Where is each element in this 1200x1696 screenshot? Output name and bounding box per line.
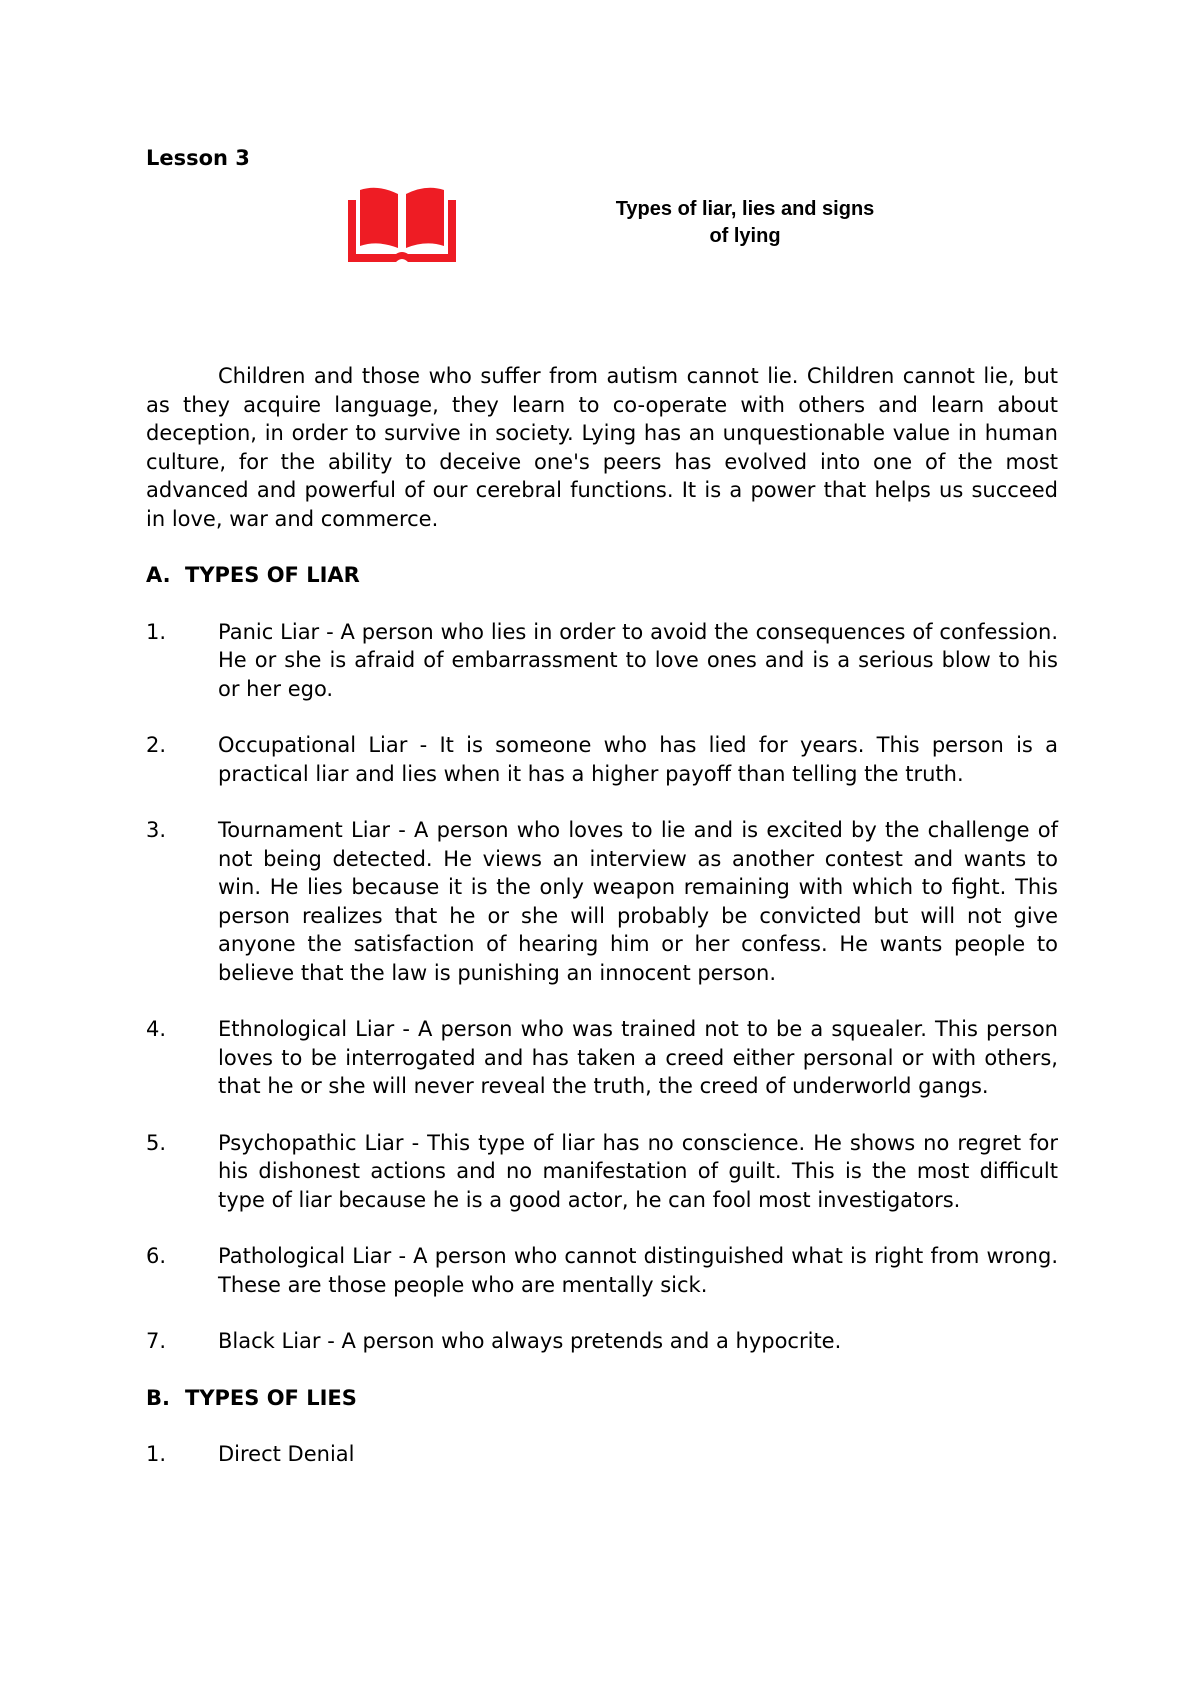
list-item [146,731,1058,788]
section-a-title: TYPES OF LIAR [185,563,360,587]
list-item-number: 7. [146,1329,167,1353]
section-b-letter: B. [146,1385,170,1410]
section-b-title: TYPES OF LIES [185,1385,357,1410]
list-item-text: Occupational Liar - It is someone who has lied for years. This person is a practical liar and lies when it has a higher payoff than telling the truth. [218,733,1058,786]
liar-types-list [146,618,1058,1356]
list-item [146,1327,1058,1356]
intro-paragraph: Children and those who suffer from autism cannot lie. Children cannot lie, but as they acquire language, they learn to co-operate with others and learn about deception, in order to survive in society. Lying has an unquestionable value in human culture, for the ability to deceive one's peers has evolved into one of the most advanced and powerful of our cerebral functions. It is a power that helps us succeed in love, war and commerce. [146,364,1058,531]
lesson-title-line-2: of lying [709,225,781,247]
list-item [146,816,1058,987]
list-item-text: Black Liar - A person who always pretends and a hypocrite. [218,1329,842,1353]
list-item [146,1129,1058,1215]
lesson-title-line-1: Types of liar, lies and signs [615,198,875,220]
list-item-number: 6. [146,1244,167,1268]
section-b-heading [146,1384,1058,1413]
section-a-letter: A. [146,563,171,587]
list-item-text: Ethnological Liar - A person who was trained not to be a squealer. This person loves to be interrogated and has taken a creed either personal or with others, that he or she will never reveal the truth, the creed of underworld gangs. [218,1017,1058,1098]
list-item [146,1015,1058,1101]
list-item [146,1242,1058,1299]
lie-types-list [146,1440,1058,1469]
list-item-text: Direct Denial [218,1442,355,1466]
list-item-number: 5. [146,1130,167,1155]
list-item-text: Psychopathic Liar - This type of liar has no conscience. He shows no regret for his dishonest actions and no manifestation of guilt. This is the most difficult type of liar because he is a good actor, he can fool most investigators. [218,1130,1058,1212]
list-item-number: 3. [146,818,167,842]
body-content [146,362,1058,1469]
list-item-number: 4. [146,1017,167,1041]
list-item-number: 1. [146,619,167,644]
list-item [146,618,1058,704]
list-item [146,1440,1058,1469]
list-item-text: Tournament Liar - A person who loves to lie and is excited by the challenge of not being detected. He views an interview as another contest and wants to win. He lies because it is the only weapon remaining with which to fight. This person realizes that he or she will probably be convicted but will not give anyone the satisfaction of hearing him or her confess. He wants people to believe that the law is punishing an innocent person. [218,818,1058,985]
list-item-text: Pathological Liar - A person who cannot distinguished what is right from wrong. These are those people who are mentally sick. [218,1244,1058,1297]
lesson-label: Lesson 3 [146,146,250,170]
section-a-heading [146,561,1058,590]
list-item-text: Panic Liar - A person who lies in order to avoid the consequences of confession. He or she is afraid of embarrassment to love ones and is a serious blow to his or her ego. [218,619,1058,701]
lesson-title [590,196,900,250]
list-item-number: 2. [146,733,167,757]
open-book-icon [348,186,456,262]
list-item-number: 1. [146,1442,167,1466]
